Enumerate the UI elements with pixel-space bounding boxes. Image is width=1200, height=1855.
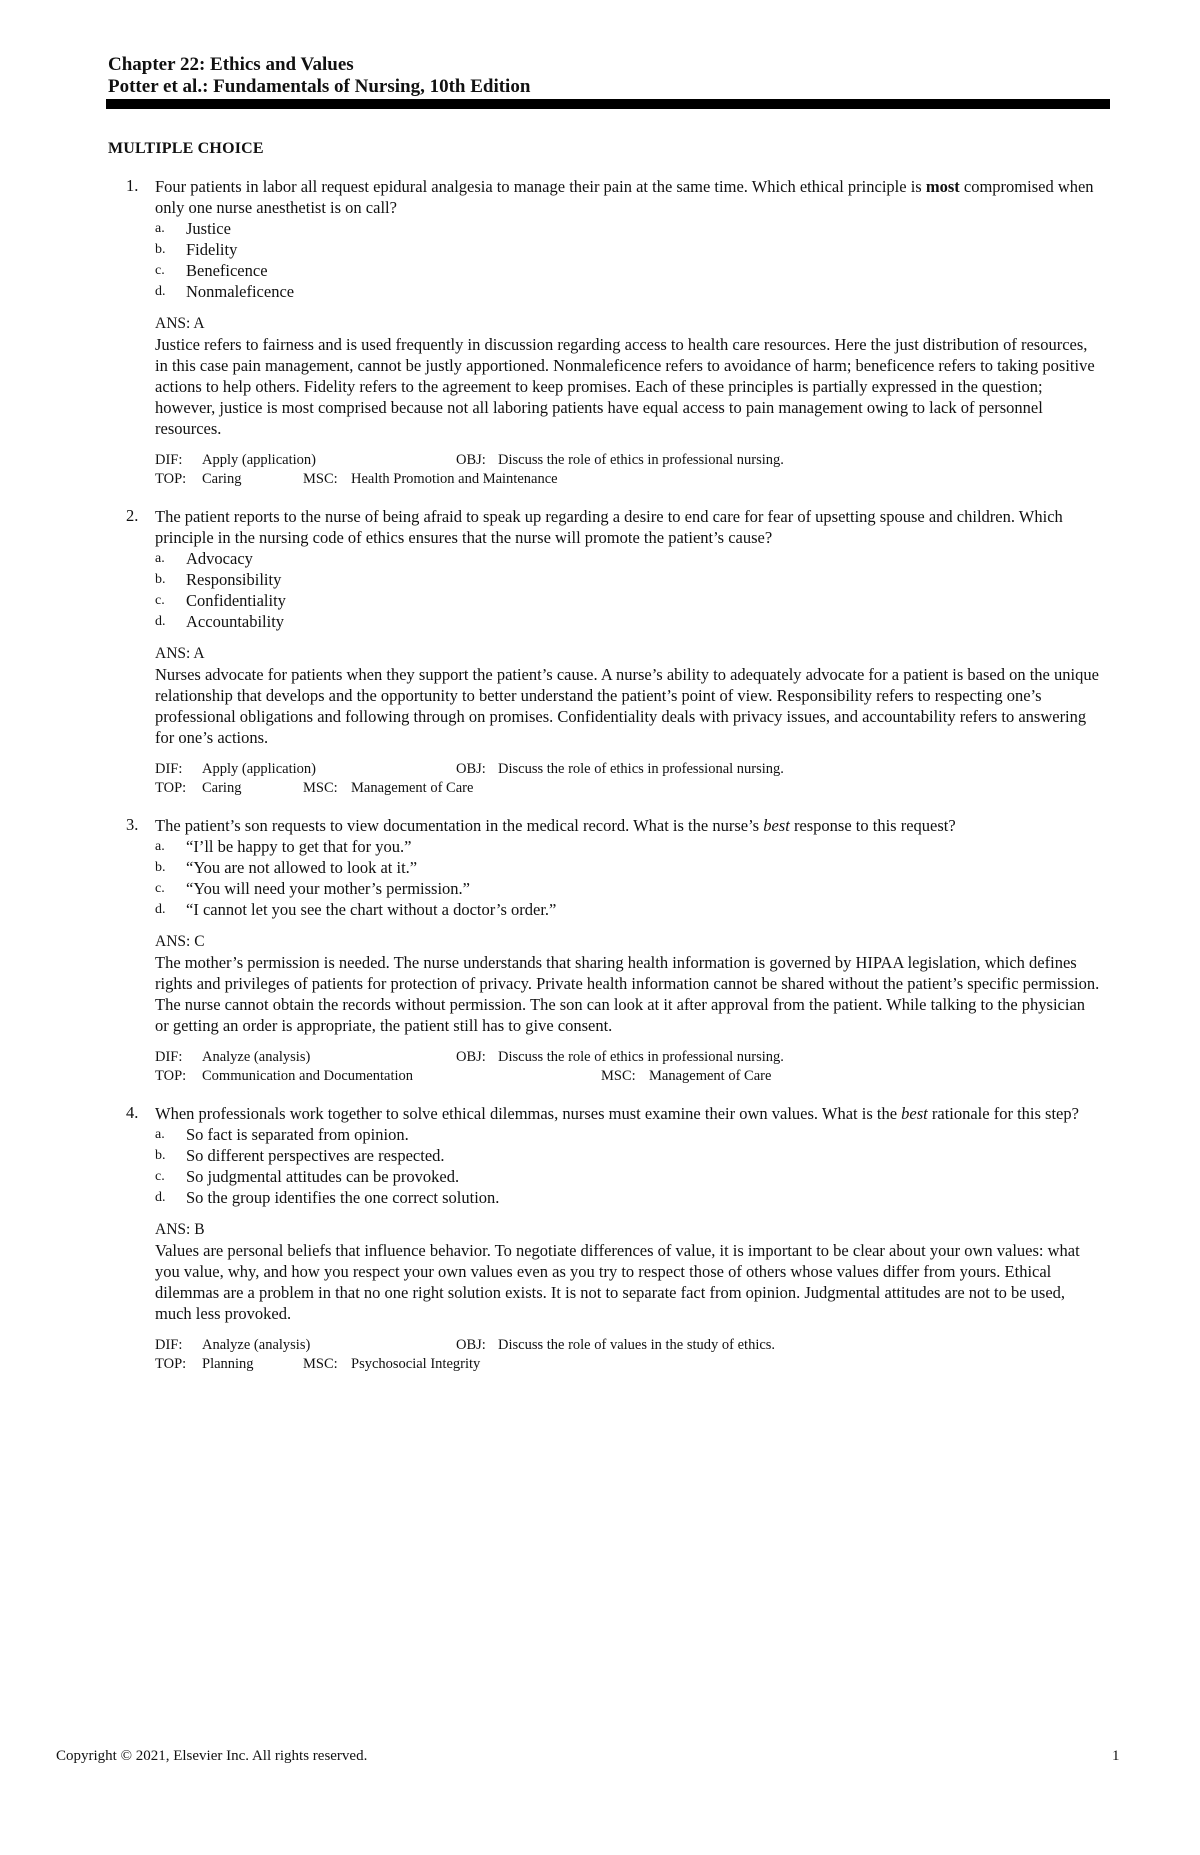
option-text: “I cannot let you see the chart without a doctor’s order.”: [186, 900, 557, 919]
obj-value: Discuss the role of ethics in professional nursing.: [498, 761, 784, 777]
obj-label: OBJ:: [456, 1049, 486, 1065]
option-text: “You are not allowed to look at it.”: [186, 858, 418, 877]
msc-label: MSC:: [303, 1356, 338, 1372]
msc-value: Management of Care: [351, 780, 474, 796]
top-label: TOP:: [155, 780, 187, 796]
question-meta: [155, 760, 1100, 798]
msc-value: Psychosocial Integrity: [351, 1356, 481, 1372]
obj-value: Discuss the role of ethics in professional nursing.: [498, 1049, 784, 1065]
msc-value: Health Promotion and Maintenance: [351, 471, 558, 487]
stem-text: response to this request?: [789, 816, 956, 835]
option-letter: a.: [155, 839, 165, 854]
msc-value: Management of Care: [649, 1068, 772, 1084]
stem-text: When professionals work together to solve ethical dilemmas, nurses must examine their own values. What is the: [155, 1104, 902, 1123]
stem-emphasis: best: [901, 1104, 928, 1123]
question-stem: [155, 506, 1100, 548]
option-c: [155, 878, 1100, 899]
dif-value: Apply (application): [202, 761, 316, 777]
option-letter: b.: [155, 572, 166, 587]
question-number: 2.: [126, 506, 139, 525]
option-text: Beneficence: [186, 261, 268, 280]
question-stem: [155, 815, 1100, 836]
page-number: 1: [1112, 1748, 1120, 1764]
option-text: Responsibility: [186, 570, 282, 589]
option-a: [155, 1124, 1100, 1145]
option-text: Justice: [186, 219, 231, 238]
option-letter: c.: [155, 593, 165, 608]
top-value: Planning: [202, 1356, 254, 1372]
question-meta: [155, 1336, 1100, 1374]
option-letter: d.: [155, 902, 166, 917]
option-list: [155, 1124, 1100, 1208]
option-text: “You will need your mother’s permission.”: [186, 879, 470, 898]
option-d: [155, 1187, 1100, 1208]
option-c: [155, 590, 1100, 611]
msc-label: MSC:: [601, 1068, 636, 1084]
answer: ANS: A: [155, 645, 205, 662]
option-text: So the group identifies the one correct solution.: [186, 1188, 500, 1207]
section-title: MULTIPLE CHOICE: [108, 140, 264, 157]
obj-value: Discuss the role of ethics in professional nursing.: [498, 452, 784, 468]
option-letter: a.: [155, 551, 165, 566]
chapter-title: Chapter 22: Ethics and Values: [108, 54, 354, 75]
option-text: “I’ll be happy to get that for you.”: [186, 837, 412, 856]
msc-label: MSC:: [303, 471, 338, 487]
header-rule: [106, 99, 1110, 109]
option-a: [155, 836, 1100, 857]
option-letter: c.: [155, 263, 165, 278]
question-number: 4.: [126, 1103, 139, 1122]
dif-value: Analyze (analysis): [202, 1049, 311, 1065]
book-title: Potter et al.: Fundamentals of Nursing, 10th Edition: [108, 76, 531, 97]
answer: ANS: B: [155, 1221, 205, 1238]
option-text: Advocacy: [186, 549, 253, 568]
option-a: [155, 218, 1100, 239]
option-text: So judgmental attitudes can be provoked.: [186, 1167, 460, 1186]
top-label: TOP:: [155, 1356, 187, 1372]
option-c: [155, 1166, 1100, 1187]
question-list: [108, 176, 1100, 1391]
obj-label: OBJ:: [456, 452, 486, 468]
option-letter: c.: [155, 881, 165, 896]
stem-emphasis: best: [763, 816, 790, 835]
dif-label: DIF:: [155, 761, 183, 777]
option-letter: a.: [155, 1127, 165, 1142]
option-list: [155, 218, 1100, 302]
option-list: [155, 548, 1100, 632]
question-number: 1.: [126, 176, 139, 195]
option-text: So fact is separated from opinion.: [186, 1125, 409, 1144]
obj-label: OBJ:: [456, 761, 486, 777]
question-1: [108, 176, 1100, 489]
rationale: Nurses advocate for patients when they support the patient’s cause. A nurse’s ability to adequately advocate for a patient is based on the unique relationship that develops and the opportunity to better understand the patient’s point of view. Responsibility refers to respecting one’s professional obligations and following through on promises. Confidentiality deals with privacy issues, and accountability refers to answering for one’s actions.: [155, 665, 1099, 747]
top-value: Communication and Documentation: [202, 1068, 414, 1084]
option-d: [155, 611, 1100, 632]
option-text: Confidentiality: [186, 591, 286, 610]
option-letter: d.: [155, 614, 166, 629]
option-d: [155, 899, 1100, 920]
question-meta: [155, 451, 1100, 489]
option-list: [155, 836, 1100, 920]
answer: ANS: A: [155, 315, 205, 332]
rationale: The mother’s permission is needed. The nurse understands that sharing health information is governed by HIPAA legislation, which defines rights and privileges of patients for protection of privacy. Private health information cannot be shared without the patient’s specific permission. The nurse cannot obtain the records without permission. The son can look at it after approval from the patient. While talking to the physician or getting an order is appropriate, the patient still has to give consent.: [155, 953, 1100, 1035]
dif-label: DIF:: [155, 1337, 183, 1353]
option-b: [155, 1145, 1100, 1166]
stem-emphasis: most: [925, 177, 960, 196]
question-2: [108, 506, 1100, 798]
stem-text: The patient’s son requests to view documentation in the medical record. What is the nurse’s: [155, 816, 764, 835]
option-letter: d.: [155, 284, 166, 299]
stem-text: Four patients in labor all request epidural analgesia to manage their pain at the same time. Which ethical principle is: [155, 177, 926, 196]
obj-value: Discuss the role of values in the study of ethics.: [498, 1337, 776, 1353]
option-letter: b.: [155, 860, 166, 875]
option-letter: b.: [155, 1148, 166, 1163]
option-text: So different perspectives are respected.: [186, 1146, 445, 1165]
option-letter: d.: [155, 1190, 166, 1205]
top-value: Caring: [202, 780, 242, 796]
option-a: [155, 548, 1100, 569]
stem-text: The patient reports to the nurse of being afraid to speak up regarding a desire to end care for fear of upsetting spouse and children. Which principle in the nursing code of ethics ensures that the nurse will promote the patient’s cause?: [155, 507, 1063, 547]
question-meta: [155, 1048, 1100, 1086]
top-label: TOP:: [155, 1068, 187, 1084]
dif-label: DIF:: [155, 452, 183, 468]
question-stem: [155, 176, 1100, 218]
msc-label: MSC:: [303, 780, 338, 796]
rationale: Justice refers to fairness and is used frequently in discussion regarding access to health care resources. Here the just distribution of resources, in this case pain management, cannot be justly apportioned. Nonmaleficence refers to avoidance of harm; beneficence refers to taking positive actions to help others. Fidelity refers to the agreement to keep promises. Each of these principles is partially expressed in the question; however, justice is most comprised because not all laboring patients have equal access to pain management owing to lack of personnel resources.: [155, 335, 1095, 438]
option-b: [155, 569, 1100, 590]
option-c: [155, 260, 1100, 281]
option-d: [155, 281, 1100, 302]
question-3: [108, 815, 1100, 1086]
option-b: [155, 857, 1100, 878]
question-number: 3.: [126, 815, 139, 834]
option-text: Nonmaleficence: [186, 282, 295, 301]
obj-label: OBJ:: [456, 1337, 486, 1353]
page-header: [108, 54, 1108, 98]
stem-text: rationale for this step?: [927, 1104, 1079, 1123]
dif-value: Analyze (analysis): [202, 1337, 311, 1353]
dif-value: Apply (application): [202, 452, 316, 468]
option-letter: a.: [155, 221, 165, 236]
top-label: TOP:: [155, 471, 187, 487]
option-b: [155, 239, 1100, 260]
question-stem: [155, 1103, 1100, 1124]
option-text: Fidelity: [186, 240, 238, 259]
dif-label: DIF:: [155, 1049, 183, 1065]
rationale: Values are personal beliefs that influence behavior. To negotiate differences of value, it is important to be clear about your own values: what you value, why, and how you respect your own values even as you try to respect those of others whose values differ from yours. Ethical dilemmas are a problem in that no one right solution exists. It is not to separate fact from opinion. Judgmental attitudes are not to be used, much less provoked.: [155, 1241, 1080, 1323]
answer: ANS: C: [155, 933, 205, 950]
option-text: Accountability: [186, 612, 285, 631]
top-value: Caring: [202, 471, 242, 487]
copyright-notice: Copyright © 2021, Elsevier Inc. All rights reserved.: [56, 1748, 368, 1764]
option-letter: b.: [155, 242, 166, 257]
question-4: [108, 1103, 1100, 1374]
option-letter: c.: [155, 1169, 165, 1184]
stem-text: compromised when only one nurse anesthetist is on call?: [155, 177, 1094, 217]
